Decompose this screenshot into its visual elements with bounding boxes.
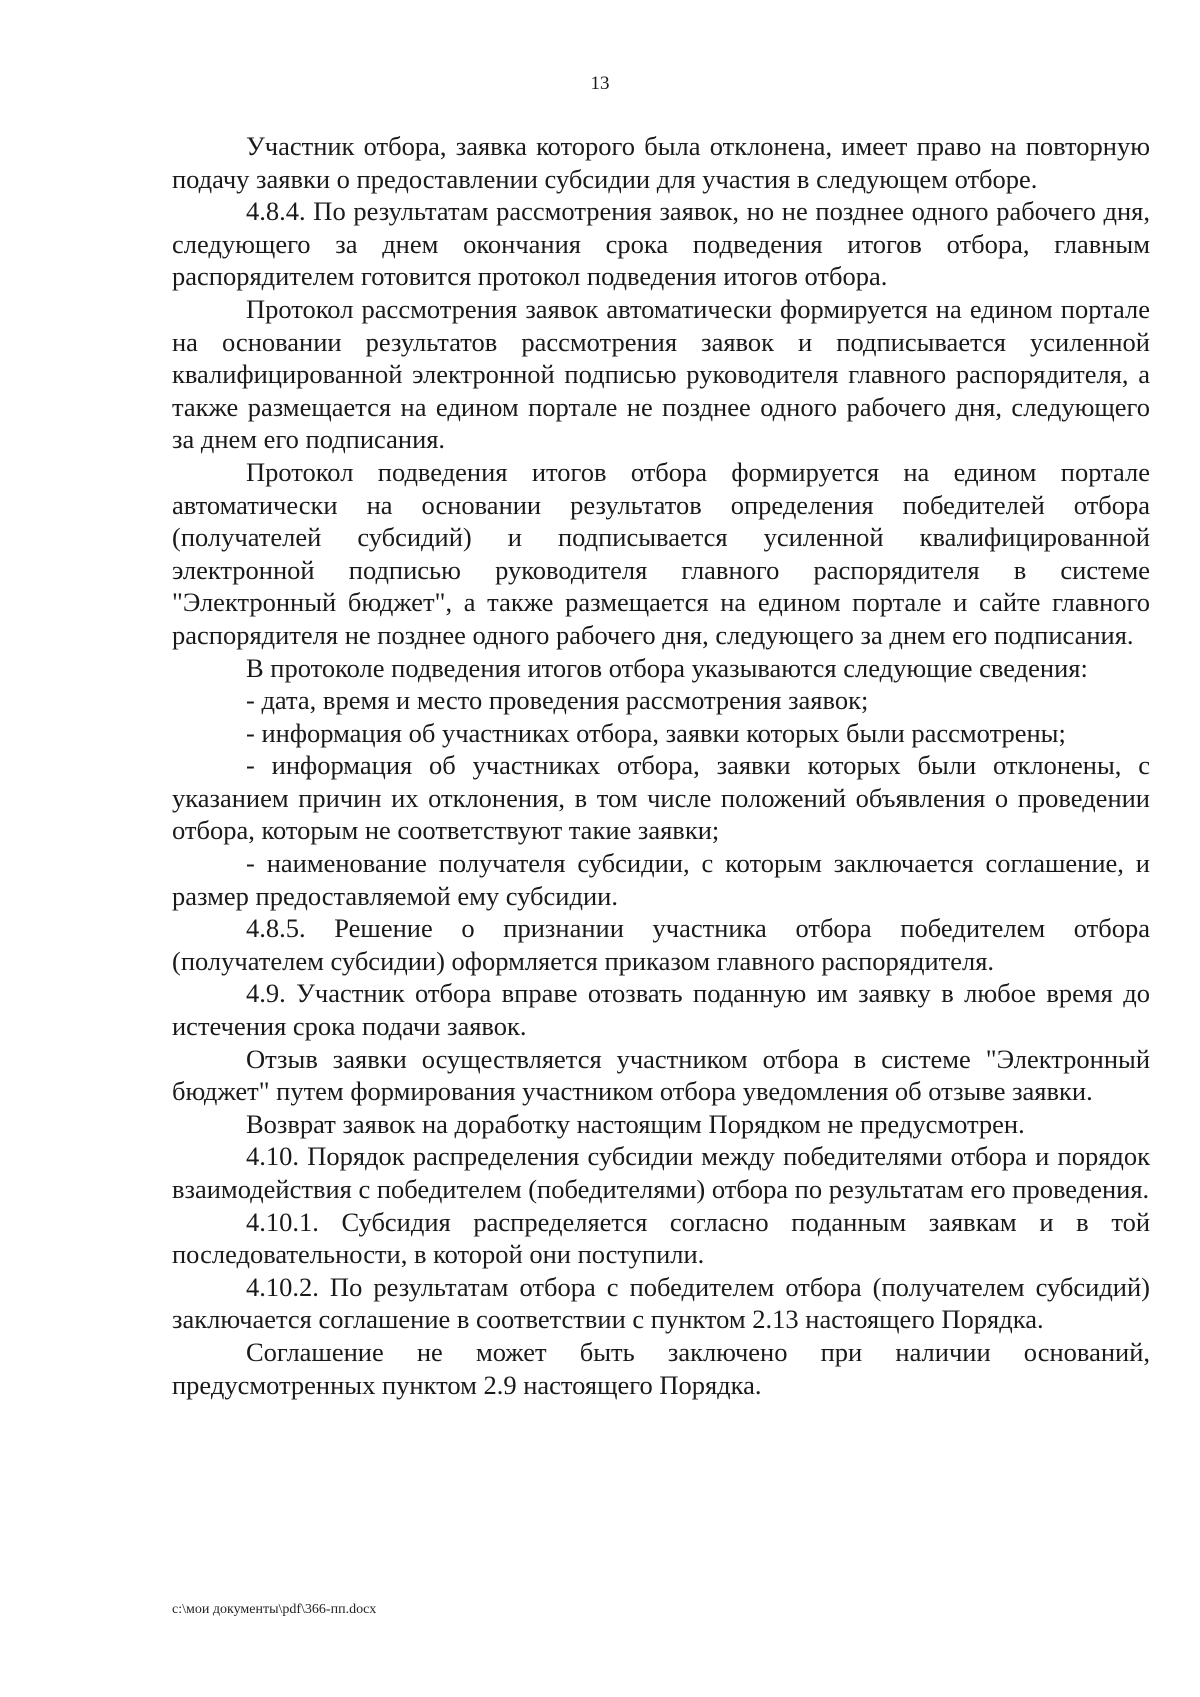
paragraph: Соглашение не может быть заключено при наличии оснований, предусмотренных пунктом 2.9 настоящего Порядка.: [172, 1336, 1150, 1400]
list-item: - наименование получателя субсидии, с которым заключается соглашение, и размер предоставляемой ему субсидии.: [172, 848, 1150, 911]
paragraph: 4.10. Порядок распределения субсидии между победителями отбора и порядок взаимодействия с победителем (победителями) отбора по результатам его проведения.: [172, 1141, 1150, 1204]
list-item: - информация об участниках отбора, заявки которых были рассмотрены;: [246, 717, 1066, 748]
paragraph: Протокол рассмотрения заявок автоматически формируется на едином портале на основании результатов рассмотрения заявок и подписывается усиленной квалифицированной электронной подписью руководителя главного распорядителя, а также размещается на едином портале не позднее одного рабочего дня, следующего за днем его подписания.: [172, 293, 1150, 455]
list-item: - дата, время и место проведения рассмотрения заявок;: [246, 685, 869, 716]
paragraph: В протоколе подведения итогов отбора указываются следующие сведения:: [246, 652, 1088, 683]
paragraph: Протокол подведения итогов отбора формируется на едином портале автоматически на основании результатов определения победителей отбора (получателей субсидий) и подписывается усиленной квалифицированной электронной подписью руководителя главного распорядителя в системе "Электронный бюджет", а также размещается на едином портале и сайте главного распорядителя не позднее одного рабочего дня, следующего за днем его подписания.: [172, 456, 1150, 650]
paragraph: Возврат заявок на доработку настоящим Порядком не предусмотрен.: [246, 1108, 1025, 1139]
footer-file-path: c:\мои документы\pdf\366-пп.docx: [172, 1602, 377, 1617]
paragraph: 4.10.2. По результатам отбора с победителем отбора (получателем субсидий) заключается соглашение в соответствии с пунктом 2.13 настоящего Порядка.: [172, 1271, 1150, 1335]
paragraph: 4.10.1. Субсидия распределяется согласно поданным заявкам и в той последовательности, в которой они поступили.: [172, 1206, 1150, 1270]
page-number: 13: [590, 73, 610, 94]
paragraph: Отзыв заявки осуществляется участником отбора в системе "Электронный бюджет" путем формирования участником отбора уведомления об отзыве заявки.: [172, 1043, 1150, 1107]
paragraph: 4.9. Участник отбора вправе отозвать поданную им заявку в любое время до истечения срока подачи заявок.: [172, 978, 1150, 1042]
paragraph: 4.8.4. По результатам рассмотрения заявок, но не позднее одного рабочего дня, следующего за днем окончания срока подведения итогов отбора, главным распорядителем готовится протокол подведения итогов отбора.: [172, 196, 1150, 292]
paragraph: Участник отбора, заявка которого была отклонена, имеет право на повторную подачу заявки о предоставлении субсидии для участия в следующем отборе.: [172, 131, 1150, 194]
paragraph: 4.8.5. Решение о признании участника отбора победителем отбора (получателем субсидии) оформляется приказом главного распорядителя.: [172, 913, 1150, 976]
list-item: - информация об участниках отбора, заявки которых были отклонены, с указанием причин их отклонения, в том числе положений объявления о проведении отбора, которым не соответствуют такие заявки;: [172, 750, 1150, 846]
document-body: [172, 130, 1150, 1401]
